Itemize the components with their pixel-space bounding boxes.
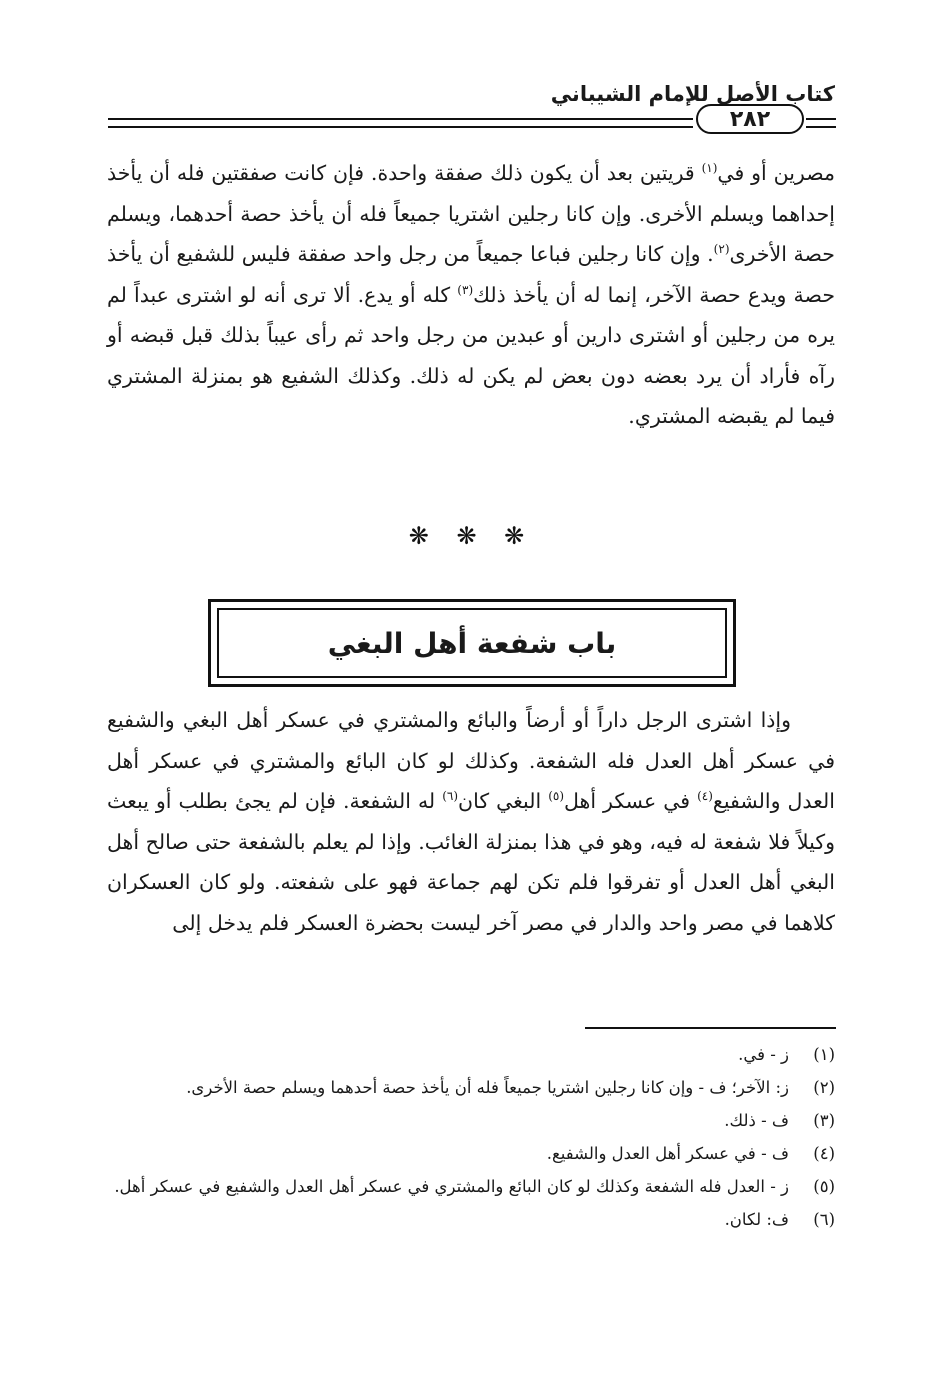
page-number: ٢٨٢ [696, 104, 804, 134]
footnote-ref-1: (١) [701, 161, 718, 176]
section-ornament: ❋ ❋ ❋ [408, 522, 535, 550]
text-segment: وإذا اشترى الرجل داراً أو أرضاً والبائع والمشتري في عسكر أهل البغي والشفيع في عسكر أهل العدل فله الشفعة. وكذلك لو كان البائع والمشتري في عسكر أهل العدل والشفيع [107, 708, 836, 813]
text-segment: البغي كان [458, 789, 549, 813]
footnote-text: ف - في عسكر أهل العدل والشفيع. [546, 1144, 789, 1163]
footnote-number: (٦) [813, 1210, 835, 1229]
footnote-text: ف: لكان. [724, 1210, 789, 1229]
chapter-heading-inner-frame [217, 608, 727, 678]
text-segment: قريتين بعد أن يكون ذلك صفقة واحدة. فإن كانت صفقتين فله أن يأخذ إحداهما ويسلم الأخرى. وإن كانا رجلين اشتريا جميعاً فله أن يأخذ حصة أحدهما، ويسلم حصة الأخرى [107, 161, 835, 266]
footnote-text: ز - في. [738, 1045, 789, 1064]
footnote-ref-4: (٤) [697, 789, 713, 804]
footnote-text: ز: الآخر؛ ف - وإن كانا رجلين اشتريا جميعاً فله أن يأخذ حصة أحدهما ويسلم حصة الأخرى. [186, 1078, 789, 1097]
footnote-item [107, 1104, 835, 1137]
footnote-number: (٥) [813, 1177, 835, 1196]
footnote-number: (٤) [813, 1144, 835, 1163]
footnote-number: (٣) [813, 1111, 835, 1130]
text-segment: في عسكر أهل [564, 789, 698, 813]
footnotes-list [107, 1038, 835, 1236]
chapter-heading-frame [208, 599, 736, 687]
footnote-item [107, 1137, 835, 1170]
header-rule [108, 118, 693, 128]
footnote-text: ز - العدل فله الشفعة وكذلك لو كان البائع والمشتري في عسكر أهل العدل والشفيع في عسكر أهل. [114, 1177, 789, 1196]
text-segment: . وإن كانا رجلين فباعا جميعاً من رجل واحد صفقة فليس للشفيع أن يأخذ حصة ويدع حصة الآخر، إنما له أن يأخذ ذلك [107, 242, 835, 307]
running-header-title: كتاب الأصل للإمام الشيباني [550, 82, 835, 106]
text-segment: له الشفعة. فإن لم يجئ بطلب أو يبعث وكيلاً فلا شفعة له فيه، وهو في هذا بمنزلة الغائب. وإذا لم يعلم بالشفعة حتى صالح أهل البغي أهل العدل أو تفرقوا فلم تكن لهم جماعة فهو على شفعته. ولو كان العسكران كلاهما في مصر واحد والدار في مصر آخر ليست بحضرة العسكر فلم يدخل إلى [107, 789, 835, 935]
header-rule-right [806, 118, 836, 128]
footnote-ref-3: (٣) [457, 282, 474, 297]
footnote-item [107, 1038, 835, 1071]
footnote-separator [585, 1027, 836, 1029]
text-segment: كله أو يدع. ألا ترى أنه لو اشترى عبداً لم يره من رجلين أو اشترى دارين أو عبدين من رجل واحد ثم رأى عيباً بذلك قبل قبضه أو رآه فأراد أن يرد بعضه دون بعض لم يكن له ذلك. وكذلك الشفيع هو بمنزلة المشتري فيما لم يقبضه المشتري. [107, 282, 835, 428]
body-paragraph-2 [107, 700, 835, 943]
chapter-title: باب شفعة أهل البغي [327, 626, 617, 660]
footnote-item [107, 1071, 835, 1104]
body-paragraph-1 [107, 153, 835, 437]
footnote-item [107, 1203, 835, 1236]
footnote-item [107, 1170, 835, 1203]
footnote-text: ف - ذلك. [724, 1111, 789, 1130]
footnote-ref-6: (٦) [442, 789, 459, 804]
footnote-number: (١) [813, 1045, 835, 1064]
footnote-ref-2: (٢) [713, 242, 730, 257]
text-segment: مصرين أو في [717, 161, 835, 185]
footnote-ref-5: (٥) [548, 789, 565, 804]
footnote-number: (٢) [813, 1078, 835, 1097]
